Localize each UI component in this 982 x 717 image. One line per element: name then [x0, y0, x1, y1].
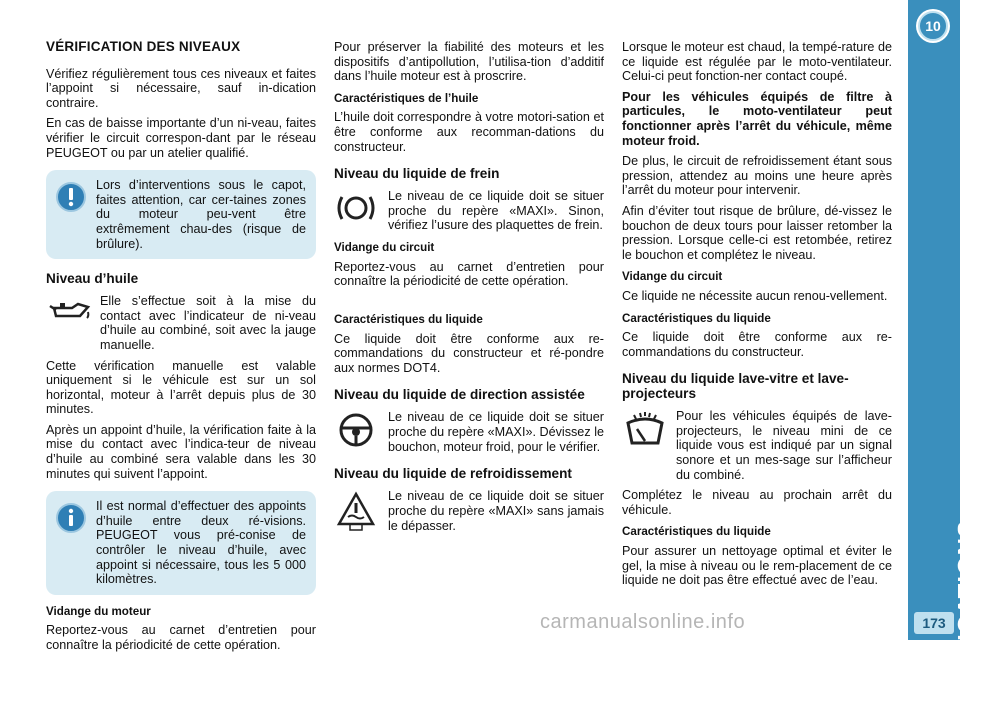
oil-level-heading: Niveau d’huile [46, 271, 139, 287]
info-icon [56, 503, 86, 537]
intro-paragraph-2: En cas de baisse importante d’un ni-veau, faites vérifier le circuit correspon-dant par le réseau PEUGEOT ou par un atelier qualifié. [46, 116, 316, 160]
engine-drain-text: Reportez-vous au carnet d’entretien pour connaître la périodicité de cette opération. [46, 623, 316, 652]
section-title-vertical: VÉRIFICATIONS [954, 520, 981, 717]
burn-risk-paragraph: Afin d’éviter tout risque de brûlure, dé-vissez le bouchon de deux tours pour laisser retomber la pression. Lorsque celle-ci est retombée, retirez le bouchon et complétez le niveau. [622, 203, 892, 262]
coolant-warning-icon [336, 491, 376, 535]
column-2 [334, 40, 604, 533]
coolant-heading: Niveau du liquide de refroidissement [334, 466, 572, 482]
intro-paragraph: Vérifiez régulièrement tous ces niveaux et faites l’appoint si nécessaire, sauf in-dication contraire. [46, 66, 316, 110]
coolant-text: Le niveau de ce liquide doit se situer proche du repère «MAXI» sans jamais le dépasser. [388, 489, 604, 533]
page-number: 173 [914, 612, 954, 634]
washer-specs-heading: Caractéristiques du liquide [622, 525, 771, 539]
coolant-drain-text: Ce liquide ne nécessite aucun renou-vellement. [622, 288, 888, 303]
oil-level-block [46, 294, 316, 352]
engine-drain-heading: Vidange du moteur [46, 604, 151, 618]
washer-refill-text: Complétez le niveau au prochain arrêt du véhicule. [622, 488, 892, 517]
power-steering-heading: Niveau du liquide de direction assistée [334, 387, 585, 403]
chapter-number: 10 [925, 18, 941, 34]
particle-filter-paragraph: Pour les véhicules équipés de filtre à particules, le moto-ventilateur peut fonctionner après l’arrêt du véhicule, même moteur froid. [622, 89, 892, 148]
brake-fluid-heading: Niveau du liquide de frein [334, 166, 500, 182]
chapter-badge [915, 8, 951, 44]
info-note-text: Il est normal d’effectuer des appoints d’huile entre deux ré-visions. PEUGEOT vous pré-conise de contrôler le niveau d’huile, avec appoint si nécessaire, tous les 5 000 kilomètres. [96, 499, 306, 587]
washer-fluid-heading: Niveau du liquide lave-vitre et lave-projecteurs [622, 371, 849, 402]
page-title: VÉRIFICATION DES NIVEAUX [46, 39, 241, 54]
washer-specs-text: Pour assurer un nettoyage optimal et éviter le gel, la mise à niveau ou le rem-placement de ce liquide ne doit pas être effectué avec de l’eau. [622, 544, 892, 588]
section-side-bar [908, 0, 960, 640]
oil-topup-paragraph: Après un appoint d’huile, la vérification faite à la mise du contact avec l’indica-teur de niveau d’huile au combiné sera valable dans les 30 minutes qui suivent l’appoint. [46, 422, 316, 481]
oil-check-paragraph: Cette vérification manuelle est valable uniquement si le véhicule est sur un sol horizontal, moteur à l’arrêt depuis plus de 30 minutes. [46, 358, 316, 417]
steering-wheel-icon [336, 412, 376, 452]
washer-fluid-text: Pour les véhicules équipés de lave-projecteurs, le niveau mini de ce liquide vous est indiqué par un signal sonore et un mes-sage sur l’afficheur du combiné. [676, 409, 892, 482]
hot-engine-paragraph: Lorsque le moteur est chaud, la tempé-rature de ce liquide est régulée par le moto-ventilateur. Celui-ci peut fonction-ner contact coupé. [622, 40, 892, 84]
column-1 [46, 40, 316, 659]
coolant-specs-heading: Caractéristiques du liquide [622, 311, 771, 325]
windscreen-washer-icon [624, 411, 666, 451]
info-note [46, 491, 316, 595]
fluid-specs-text: Ce liquide doit être conforme aux re-commandations du constructeur et ré-pondre aux normes DOT4. [334, 331, 604, 375]
fluid-specs-heading: Caractéristiques du liquide [334, 312, 483, 326]
power-steering-block [334, 410, 604, 454]
brake-fluid-block [334, 189, 604, 233]
oil-specs-text: L’huile doit correspondre à votre motori-sation et être conforme aux recomman-dations du constructeur. [334, 110, 604, 154]
coolant-drain-heading: Vidange du circuit [622, 270, 723, 284]
brake-fluid-text: Le niveau de ce liquide doit se situer proche du repère «MAXI». Sinon, vérifiez l’usure des plaquettes de frein. [388, 189, 604, 233]
coolant-block [334, 489, 604, 533]
column-3 [622, 40, 892, 594]
warning-note-text: Lors d’interventions sous le capot, faites attention, car cer-taines zones du moteur peu-vent être extrêmement chau-des (risque de brûlure). [96, 178, 306, 251]
power-steering-text: Le niveau de ce liquide doit se situer proche du repère «MAXI». Dévissez le bouchon, moteur froid, pour le vérifier. [388, 410, 604, 454]
oil-level-text: Elle s’effectue soit à la mise du contact avec l’indicateur de ni-veau d’huile au combiné, soit avec la jauge manuelle. [100, 294, 316, 352]
oil-can-icon [48, 296, 92, 328]
warning-note [46, 170, 316, 259]
additive-paragraph: Pour préserver la fiabilité des moteurs et les dispositifs d’antipollution, l’utilisa-tion d’additif dans l’huile moteur est à proscrire. [334, 40, 604, 84]
circuit-drain-heading: Vidange du circuit [334, 241, 435, 255]
oil-specs-heading: Caractéristiques de l’huile [334, 91, 479, 105]
washer-fluid-block [622, 409, 892, 482]
watermark: carmanualsonline.info [540, 611, 746, 633]
pressure-paragraph: De plus, le circuit de refroidissement étant sous pression, attendez au moins une heure après l’arrêt du moteur pour intervenir. [622, 154, 892, 198]
coolant-specs-text: Ce liquide doit être conforme aux re-commandations du constructeur. [622, 330, 892, 359]
brake-icon [336, 191, 376, 229]
circuit-drain-text: Reportez-vous au carnet d’entretien pour connaître la périodicité de cette opération. [334, 259, 604, 289]
warning-icon [56, 182, 86, 216]
